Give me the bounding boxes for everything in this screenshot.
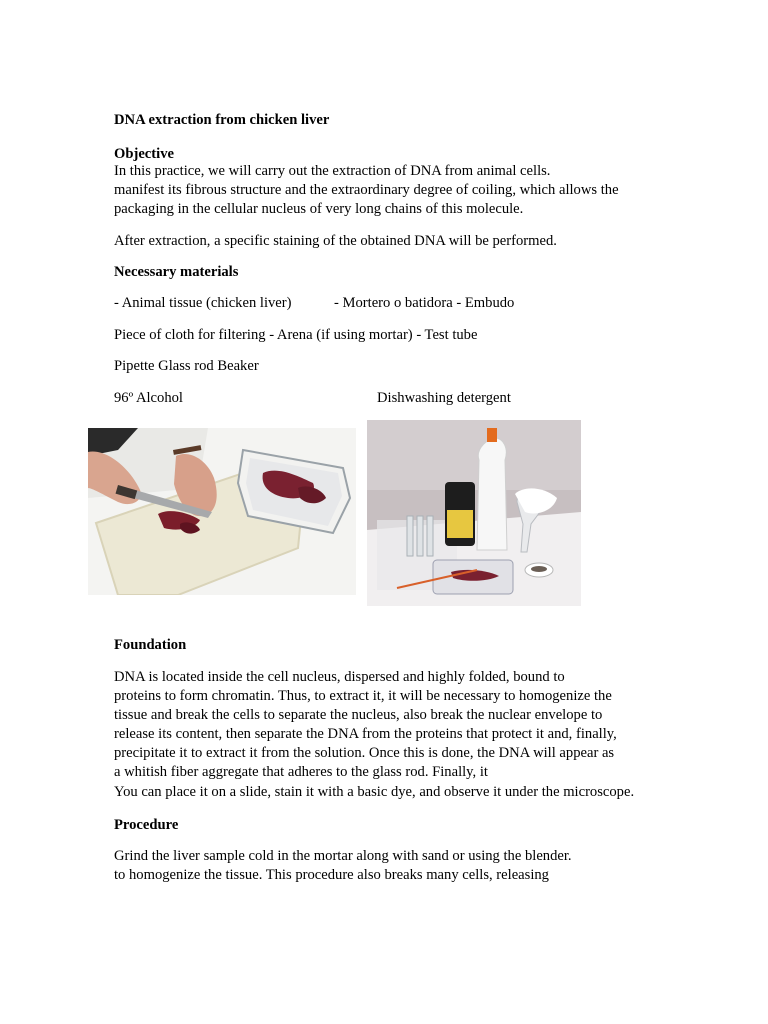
objective-line: In this practice, we will carry out the extraction of DNA from animal cells. <box>114 163 551 179</box>
objective-after: After extraction, a specific staining of the obtained DNA will be performed. <box>114 233 557 249</box>
foundation-line: release its content, then separate the DNA from the proteins that protect it and, finally, <box>114 726 617 742</box>
foundation-line: You can place it on a slide, stain it with a basic dye, and observe it under the microscope. <box>114 784 635 800</box>
liver-cutting-photo <box>88 428 356 595</box>
procedure-heading: Procedure <box>114 817 179 833</box>
materials-row4-right: Dishwashing detergent <box>377 390 511 406</box>
materials-row1-left: - Animal tissue (chicken liver) <box>114 295 292 311</box>
foundation-line: DNA is located inside the cell nucleus, dispersed and highly folded, bound to <box>114 669 565 685</box>
materials-row4-left: 96º Alcohol <box>114 390 183 406</box>
lab-materials-photo <box>367 420 581 606</box>
objective-heading: Objective <box>114 146 174 162</box>
objective-line: manifest its fibrous structure and the extraordinary degree of coiling, which allows the <box>114 182 619 198</box>
procedure-line: to homogenize the tissue. This procedure also breaks many cells, releasing <box>114 867 549 883</box>
foundation-line: precipitate it to extract it from the solution. Once this is done, the DNA will appear as <box>114 745 615 761</box>
materials-row3: Pipette Glass rod Beaker <box>114 358 259 374</box>
foundation-heading: Foundation <box>114 637 187 653</box>
foundation-line: a whitish fiber aggregate that adheres to the glass rod. Finally, it <box>114 764 488 780</box>
foundation-line: tissue and break the cells to separate the nucleus, also break the nuclear envelope to <box>114 707 603 723</box>
materials-row1-right: - Mortero o batidora - Embudo <box>334 295 515 311</box>
objective-line: packaging in the cellular nucleus of very long chains of this molecule. <box>114 201 524 217</box>
procedure-line: Grind the liver sample cold in the mortar along with sand or using the blender. <box>114 848 572 864</box>
materials-heading: Necessary materials <box>114 264 239 280</box>
document-title: DNA extraction from chicken liver <box>114 112 330 128</box>
foundation-line: proteins to form chromatin. Thus, to extract it, it will be necessary to homogenize the <box>114 688 612 704</box>
materials-row2: Piece of cloth for filtering - Arena (if using mortar) - Test tube <box>114 327 478 343</box>
